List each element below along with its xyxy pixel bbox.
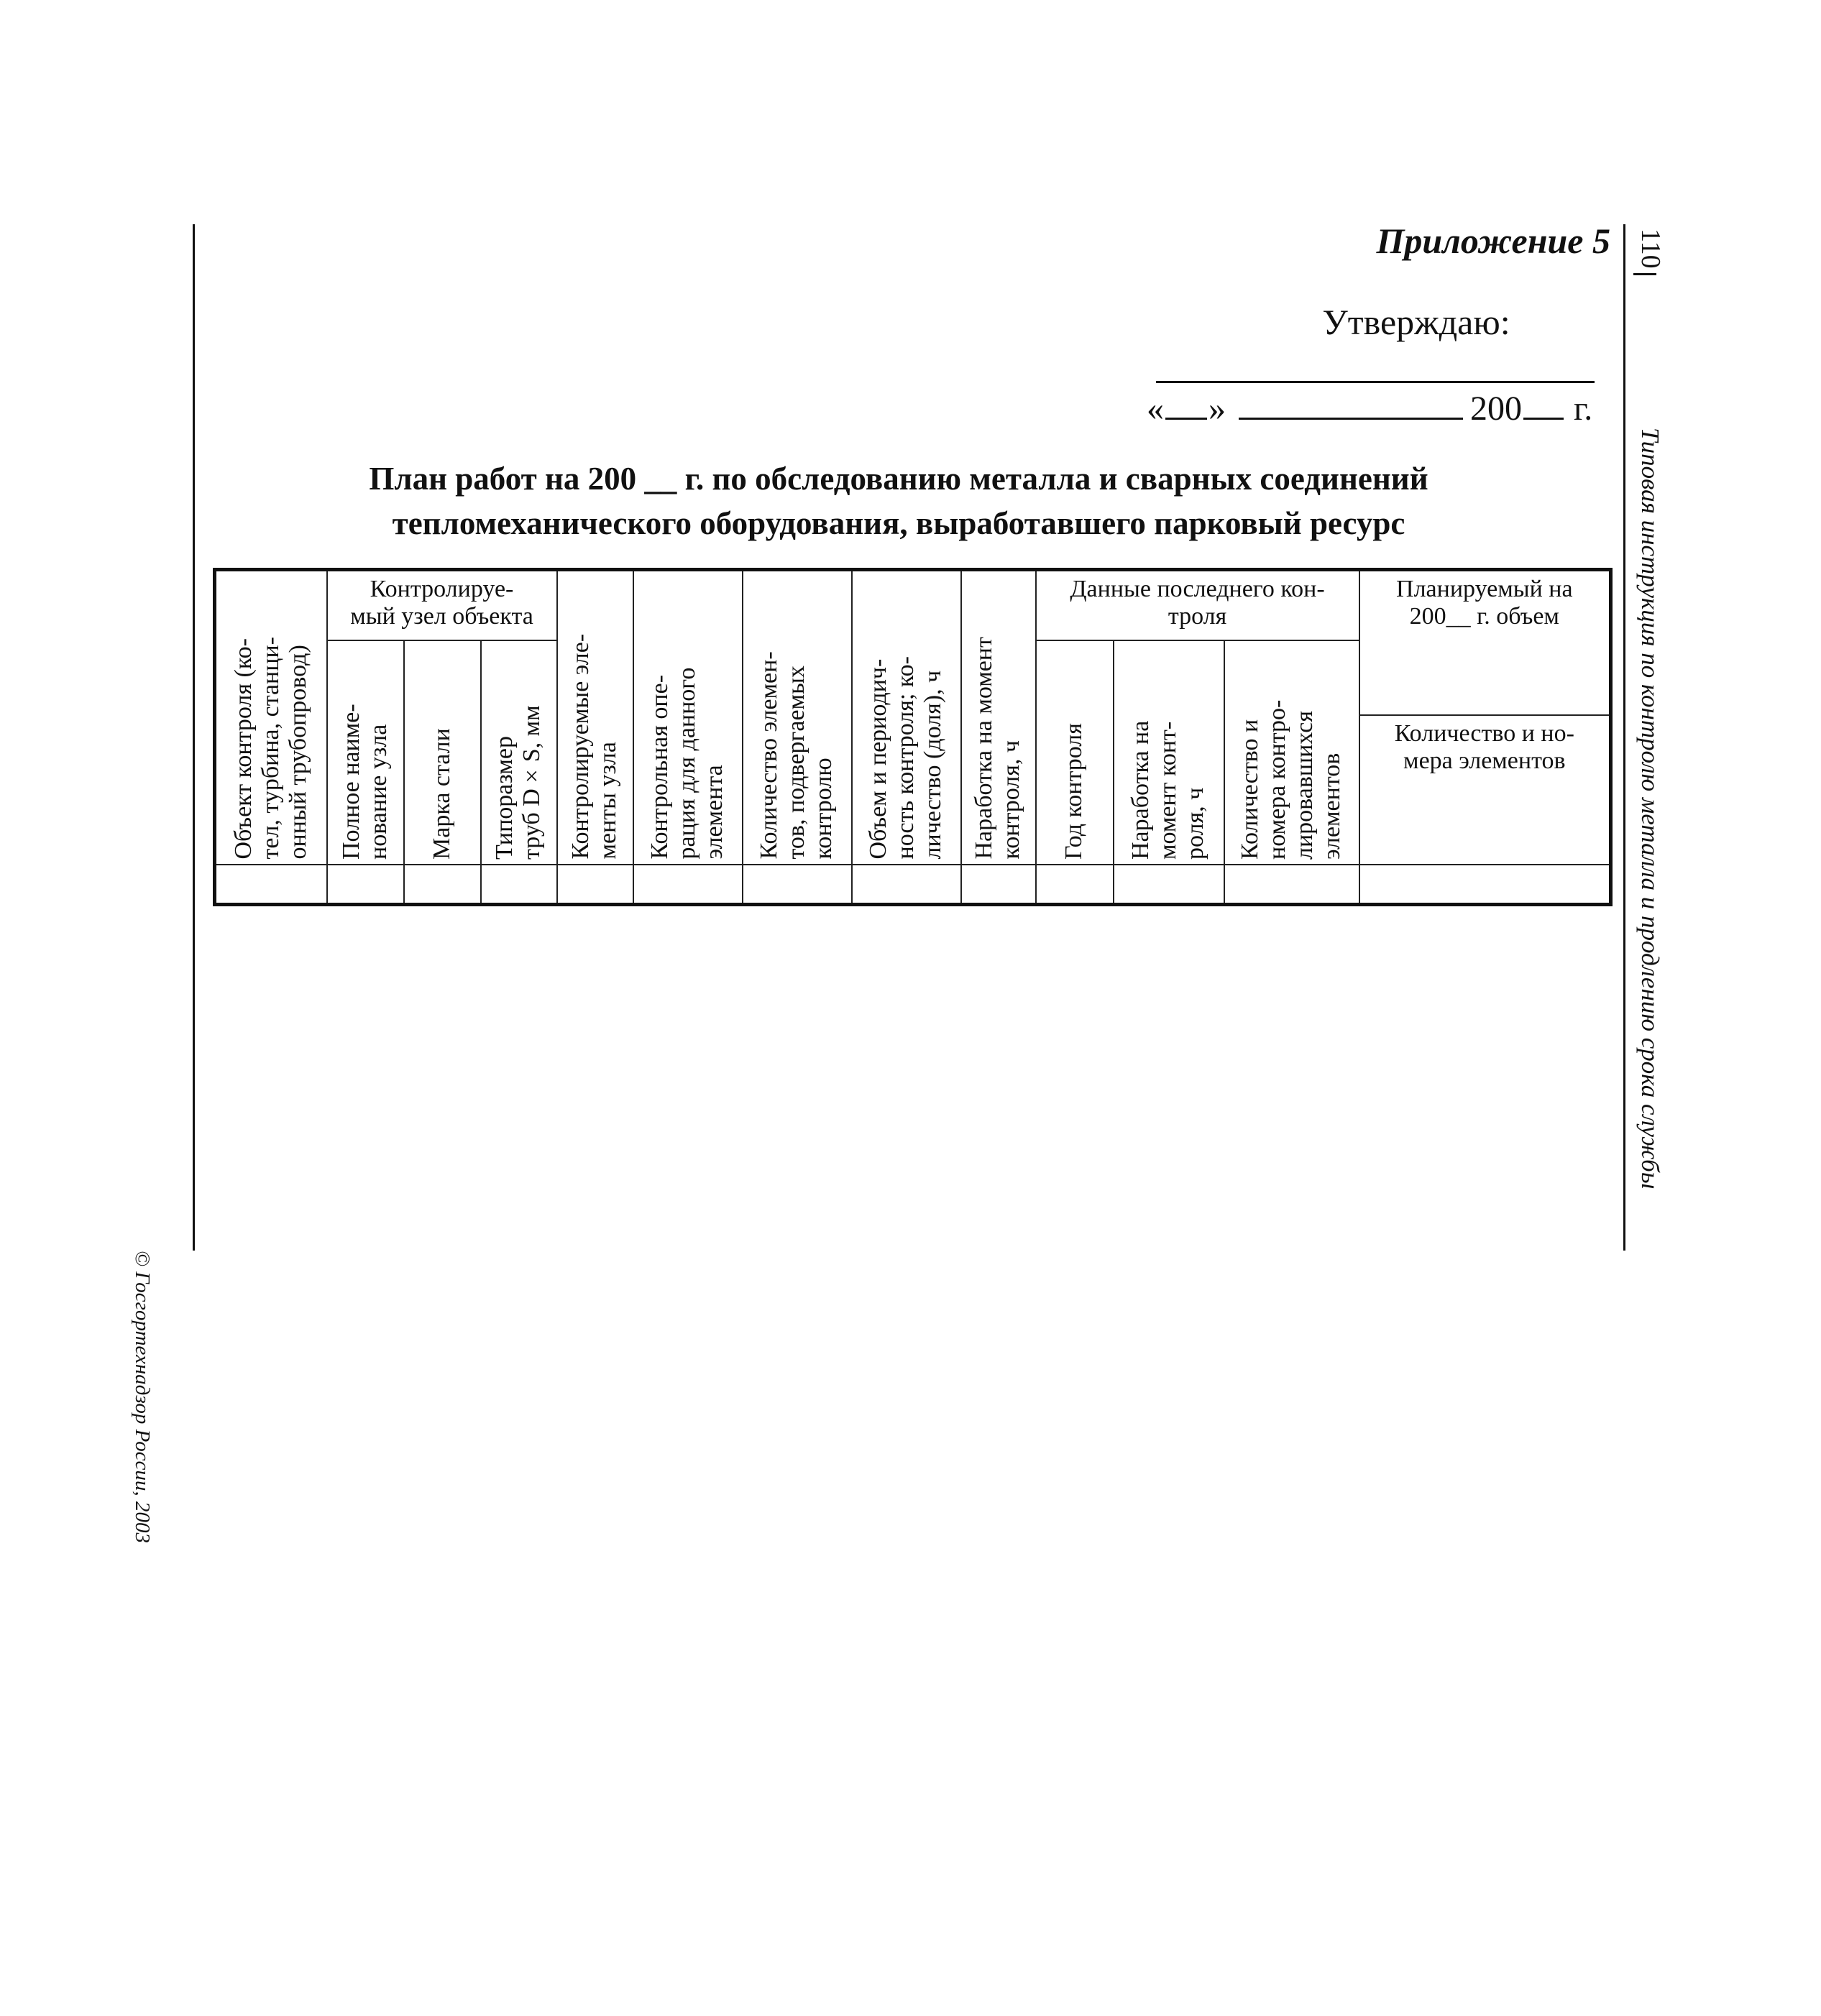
header-planned-count: Количество и но- мера элементов (1359, 715, 1611, 865)
header-scope: Объем и периодич- ность контроля; ко- личество (доля), ч (852, 570, 961, 865)
right-margin-rule (1623, 224, 1625, 1251)
table-cell[interactable] (1359, 865, 1611, 905)
approval-date-line (1147, 388, 1607, 430)
header-last-count: Количество и номера контро- лировавшихся элементов (1224, 640, 1359, 865)
day-blank (1165, 389, 1207, 420)
header-steel-grade: Марка стали (404, 640, 481, 865)
page-number: 110 (1636, 229, 1666, 269)
table-cell[interactable] (1114, 865, 1224, 905)
document-title-line-1: План работ на 200 __ г. по обследованию металла и сварных соединений (369, 461, 1428, 497)
table-cell[interactable] (557, 865, 633, 905)
header-last-runtime: Наработка на момент конт- роля, ч (1114, 640, 1224, 865)
table-cell[interactable] (1224, 865, 1359, 905)
table-cell[interactable] (327, 865, 404, 905)
table-cell[interactable] (215, 865, 327, 905)
left-margin-rule (193, 224, 195, 1251)
table-cell[interactable] (481, 865, 557, 905)
header-pipe-size: Типоразмер труб D×S, мм (481, 640, 557, 865)
date-open-quote: « (1147, 390, 1164, 428)
running-title: Типовая инструкция по контролю металла и продлению срока службы (1636, 428, 1664, 1189)
header-node-name: Полное наиме- нование узла (327, 640, 404, 865)
table-cell[interactable] (404, 865, 481, 905)
page-number-mark (1633, 273, 1656, 275)
header-planned-group: Планируемый на 200__ г. объем (1359, 570, 1611, 715)
month-blank (1239, 389, 1463, 420)
signature-line (1156, 381, 1595, 383)
document-title-line-2: тепломеханического оборудования, выработавшего парковый ресурс (392, 505, 1405, 541)
header-node-group: Контролируе- мый узел объекта (327, 570, 557, 640)
table-cell[interactable] (743, 865, 852, 905)
table-cell[interactable] (961, 865, 1036, 905)
header-element-count: Количество элемен- тов, подвергаемых контролю (743, 570, 852, 865)
table-row (215, 865, 1611, 905)
header-last-year: Год контроля (1036, 640, 1114, 865)
table-cell[interactable] (852, 865, 961, 905)
header-elements: Контролируемые эле- менты узла (557, 570, 633, 865)
header-runtime: Наработка на момент контроля, ч (961, 570, 1036, 865)
header-operation: Контрольная опе- рация для данного элемента (633, 570, 743, 865)
date-year: 200 (1470, 390, 1522, 428)
header-object: Объект контроля (ко- тел, турбина, станци- онный трубопровод) (215, 570, 327, 865)
approval-label: Утверждаю: (1322, 302, 1510, 342)
date-suffix: г. (1574, 390, 1593, 428)
table-cell[interactable] (633, 865, 743, 905)
appendix-label: Приложение 5 (1376, 221, 1610, 261)
table-cell[interactable] (1036, 865, 1114, 905)
year-blank (1523, 389, 1564, 420)
document-title (216, 456, 1582, 546)
copyright-notice: © Госгортехнадзор России, 2003 (131, 1251, 154, 1544)
date-close-quote: » (1208, 390, 1226, 428)
header-last-control-group: Данные последнего кон- троля (1036, 570, 1359, 640)
work-plan-table (213, 568, 1613, 906)
